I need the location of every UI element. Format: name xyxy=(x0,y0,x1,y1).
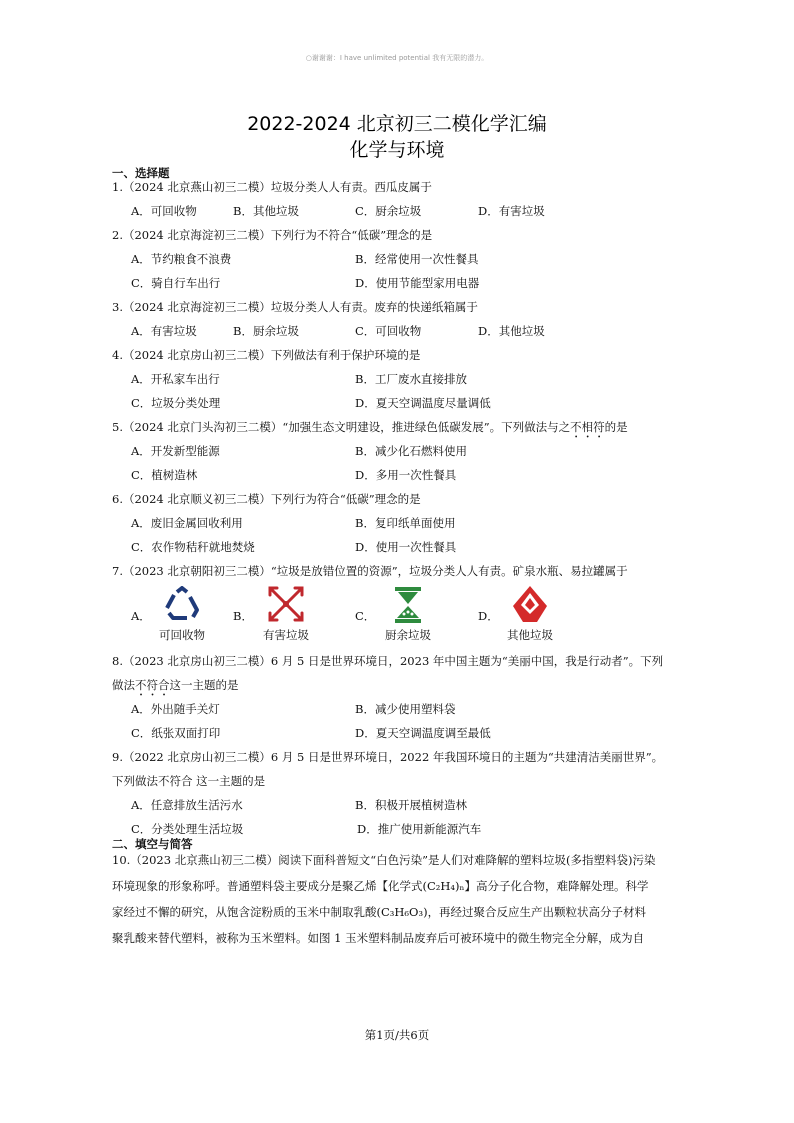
question-3-option-b: B．厨余垃圾 xyxy=(233,324,299,338)
question-4-option-c: C．垃圾分类处理 xyxy=(131,396,221,410)
question-8-option-b: B．减少使用塑料袋 xyxy=(355,702,456,716)
section-heading-choice: 一、选择题 xyxy=(112,166,170,180)
hazardous-label: 有害垃圾 xyxy=(263,628,309,642)
document-subtitle: 化学与环境 xyxy=(349,139,445,161)
question-2-stem: 2.（2024 北京海淀初三二模）下列行为不符合“低碳”理念的是 xyxy=(112,228,433,242)
question-6-option-a: A．废旧金属回收利用 xyxy=(131,516,243,530)
watermark: ○谢谢谢：I have unlimited potential 我有无限的潜力。 xyxy=(305,54,489,62)
question-3-option-a: A．有害垃圾 xyxy=(131,324,197,338)
question-1-option-c: C．厨余垃圾 xyxy=(355,204,422,218)
recyclable-label: 可回收物 xyxy=(159,628,205,642)
section-heading-fill: 二、填空与简答 xyxy=(112,837,193,851)
question-4-option-b: B．工厂废水直接排放 xyxy=(355,372,467,386)
question-8-stem-line2: 做法不符合这一主题的是 xyxy=(112,678,239,692)
question-7-option-c: C． xyxy=(355,609,376,623)
question-6-option-d: D．使用一次性餐具 xyxy=(355,540,457,554)
other-waste-label: 其他垃圾 xyxy=(507,628,553,642)
question-1-stem: 1.（2024 北京燕山初三二模）垃圾分类人人有责。西瓜皮属于 xyxy=(112,180,432,194)
question-2-option-b: B．经常使用一次性餐具 xyxy=(355,252,479,266)
emphasis-not-consistent: 不相符 xyxy=(570,420,605,434)
emphasis-not-consistent: 不符合 xyxy=(135,678,170,692)
kitchen-waste-label: 厨余垃圾 xyxy=(385,628,431,642)
question-9-stem-line2: 下列做法不符合 这一主题的是 xyxy=(112,774,266,788)
question-2-option-a: A．节约粮食不浪费 xyxy=(131,252,232,266)
recyclable-icon xyxy=(163,586,201,622)
question-3-stem: 3.（2024 北京海淀初三二模）垃圾分类人人有责。废弃的快递纸箱属于 xyxy=(112,300,478,314)
question-3-option-c: C．可回收物 xyxy=(355,324,422,338)
question-5-option-b: B．减少化石燃料使用 xyxy=(355,444,467,458)
question-7-option-b: B． xyxy=(233,609,253,623)
document-title: 2022-2024 北京初三二模化学汇编 xyxy=(247,113,547,135)
question-1-option-d: D．有害垃圾 xyxy=(478,204,545,218)
question-5-option-a: A．开发新型能源 xyxy=(131,444,220,458)
question-6-option-b: B．复印纸单面使用 xyxy=(355,516,456,530)
question-6-stem: 6.（2024 北京顺义初三二模）下列行为符合“低碳”理念的是 xyxy=(112,492,421,506)
question-7-option-a: A． xyxy=(131,609,151,623)
question-7-stem: 7.（2023 北京朝阳初三二模）“垃圾是放错位置的资源”，垃圾分类人人有责。矿泉水瓶、易拉罐属于 xyxy=(112,564,628,578)
question-8-stem-line1: 8.（2023 北京房山初三二模）6 月 5 日是世界环境日，2023 年中国主题为“美丽中国，我是行动者”。下列 xyxy=(112,654,664,668)
question-9-option-c: C．分类处理生活垃圾 xyxy=(131,822,244,836)
question-10-line1: 10.（2023 北京燕山初三二模）阅读下面科普短文“白色污染”是人们对难降解的塑料垃圾(多指塑料袋)污染 xyxy=(112,853,656,867)
formula-polyethylene: (C₂H₄)ₙ xyxy=(422,879,465,893)
kitchen-waste-icon xyxy=(392,585,424,625)
question-1-option-b: B．其他垃圾 xyxy=(233,204,299,218)
page-footer: 第1页/共6页 xyxy=(364,1028,430,1042)
question-8-option-a: A．外出随手关灯 xyxy=(131,702,220,716)
question-10-line3: 家经过不懈的研究，从饱含淀粉质的玉米中制取乳酸(C₃H₆O₃)，再经过聚合反应生产出颗粒状高分子材料 xyxy=(112,905,647,919)
question-4-stem: 4.（2024 北京房山初三二模）下列做法有利于保护环境的是 xyxy=(112,348,421,362)
question-9-option-d: D．推广使用新能源汽车 xyxy=(357,822,482,836)
question-9-option-a: A．任意排放生活污水 xyxy=(131,798,243,812)
question-4-option-d: D．夏天空调温度尽量调低 xyxy=(355,396,491,410)
question-9-stem-line1: 9.（2022 北京房山初三二模）6 月 5 日是世界环境日，2022 年我国环境日的主题为“共建清洁美丽世界”。 xyxy=(112,750,664,764)
question-2-option-d: D．使用节能型家用电器 xyxy=(355,276,480,290)
hazardous-icon xyxy=(267,585,305,623)
question-10-line2: 环境现象的形象称呼。普通塑料袋主要成分是聚乙烯【化学式(C₂H₄)ₙ】高分子化合物，难降解处理。科学 xyxy=(112,879,649,893)
question-4-option-a: A．开私家车出行 xyxy=(131,372,220,386)
question-3-option-d: D．其他垃圾 xyxy=(478,324,545,338)
formula-lactic-acid: (C₃H₆O₃) xyxy=(376,905,428,919)
question-7-option-d: D． xyxy=(478,609,499,623)
question-10-line4: 聚乳酸来替代塑料，被称为玉米塑料。如图 1 玉米塑料制品废弃后可被环境中的微生物完全分解，成为自 xyxy=(112,931,645,945)
question-6-option-c: C．农作物秸秆就地焚烧 xyxy=(131,540,255,554)
question-2-option-c: C．骑自行车出行 xyxy=(131,276,221,290)
other-waste-icon xyxy=(511,584,549,624)
question-1-option-a: A．可回收物 xyxy=(131,204,197,218)
question-5-option-d: D．多用一次性餐具 xyxy=(355,468,457,482)
question-8-option-d: D．夏天空调温度调至最低 xyxy=(355,726,491,740)
question-5-stem: 5.（2024 北京门头沟初三二模）“加强生态文明建设，推进绿色低碳发展”。下列做法与之不相符的是 xyxy=(112,420,628,434)
question-9-option-b: B．积极开展植树造林 xyxy=(355,798,467,812)
question-5-option-c: C．植树造林 xyxy=(131,468,198,482)
question-8-option-c: C．纸张双面打印 xyxy=(131,726,221,740)
